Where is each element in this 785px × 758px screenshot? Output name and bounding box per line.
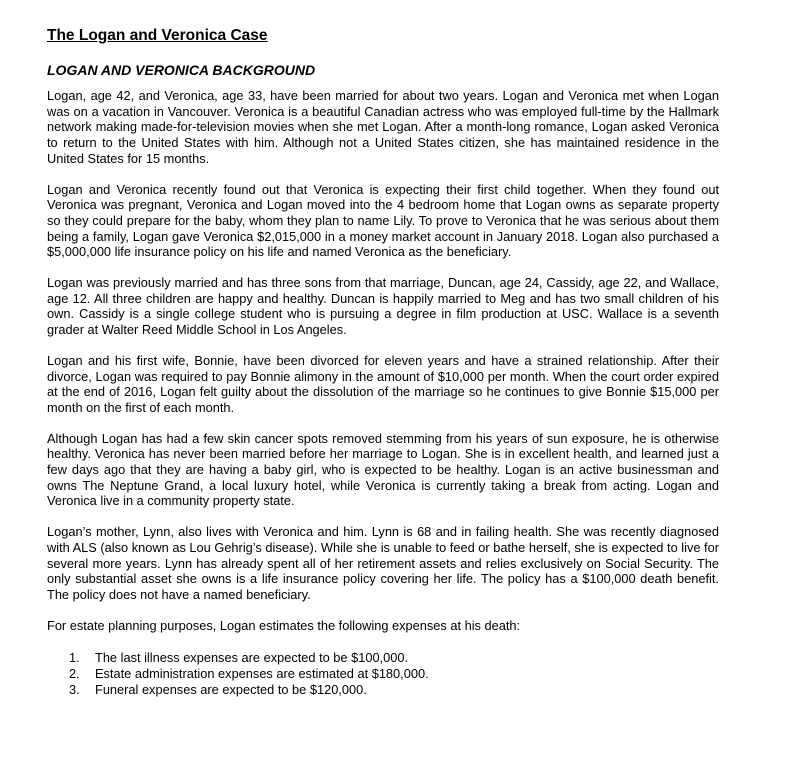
paragraph-children: Logan was previously married and has three sons from that marriage, Duncan, age 24, Cassidy, age 22, and Wallace, age 12. All three children are happy and healthy. Duncan is happily married to Meg and has two small children of his own. Cassidy is a single college student who is pursuing a degree in film production at USC. Wallace is a seventh grader at Walter Reed Middle School in Los Angeles. bbox=[47, 275, 719, 338]
expenses-list bbox=[47, 650, 719, 697]
document-page bbox=[47, 26, 719, 698]
list-item-text: The last illness expenses are expected to be $100,000. bbox=[95, 650, 409, 666]
expenses-intro: For estate planning purposes, Logan estimates the following expenses at his death: bbox=[47, 617, 521, 633]
paragraph-pregnancy: Logan and Veronica recently found out that Veronica is expecting their first child together. When they found out Veronica was pregnant, Veronica and Logan moved into the 4 bedroom home that Logan owns as separate property so they could prepare for the baby, whom they plan to name Lily. To prove to Veronica that he was serious about them being a family, Logan gave Veronica $2,015,000 in a money market account in January 2018. Logan also purchased a $5,000,000 life insurance policy on his life and named Veronica as the beneficiary. bbox=[47, 181, 719, 260]
document-title: The Logan and Veronica Case bbox=[47, 27, 268, 44]
list-item-number: 2. bbox=[69, 666, 80, 682]
list-item bbox=[69, 650, 719, 666]
list-item-text: Estate administration expenses are estimated at $180,000. bbox=[95, 666, 429, 682]
list-item bbox=[69, 666, 719, 682]
paragraph-mother: Logan’s mother, Lynn, also lives with Veronica and him. Lynn is 68 and in failing health. She was recently diagnosed with ALS (also known as Lou Gehrig’s disease). While she is unable to feed or bathe herself, she is expected to live for several more years. Lynn has already spent all of her retirement assets and relies exclusively on Social Security. The only substantial asset she owns is a life insurance policy covering her life. The policy has a $100,000 death benefit. The policy does not have a named beneficiary. bbox=[47, 524, 719, 602]
paragraph-divorce: Logan and his first wife, Bonnie, have been divorced for eleven years and have a strained relationship. After their divorce, Logan was required to pay Bonnie alimony in the amount of $10,000 per month. When the court order expired at the end of 2016, Logan felt guilty about the dissolution of the marriage so he continues to give Bonnie $15,000 per month on the first of each month. bbox=[47, 352, 719, 415]
list-item-text: Funeral expenses are expected to be $120,000. bbox=[95, 681, 367, 697]
list-item-number: 3. bbox=[69, 681, 80, 697]
list-item-number: 1. bbox=[69, 650, 80, 666]
list-item bbox=[69, 682, 719, 698]
paragraph-health: Although Logan has had a few skin cancer spots removed stemming from his years of sun exposure, he is otherwise healthy. Veronica has never been married before her marriage to Logan. She is in excellent health, and learned just a few days ago that they are having a baby girl, who is expected to be healthy. Logan is an active businessman and owns The Neptune Grand, a local luxury hotel, while Veronica is currently taking a break from acting. Logan and Veronica live in a community property state. bbox=[47, 430, 719, 509]
section-heading: LOGAN AND VERONICA BACKGROUND bbox=[47, 62, 316, 78]
paragraph-background: Logan, age 42, and Veronica, age 33, have been married for about two years. Logan and Veronica met when Logan was on a vacation in Vancouver. Veronica is a beautiful Canadian actress who was employed full-time by the Hallmark network making made-for-television movies when she met Logan. After a month-long romance, Logan asked Veronica to return to the United States with him. Although not a United States citizen, she has maintained residence in the United States for 15 months. bbox=[47, 88, 719, 166]
